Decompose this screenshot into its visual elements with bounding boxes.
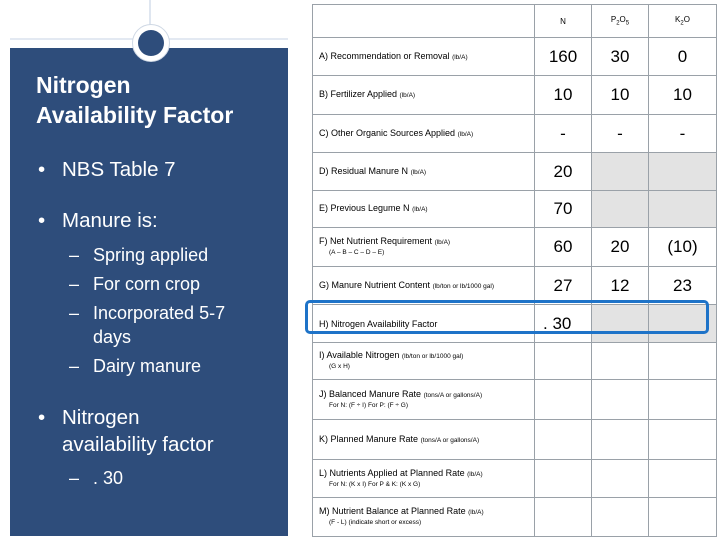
table-row bbox=[313, 420, 717, 460]
bullet-text-line-1: Nitrogen bbox=[62, 406, 140, 429]
cell-k bbox=[649, 498, 717, 537]
row-unit: (lb/A) bbox=[468, 509, 484, 516]
cell-k bbox=[649, 191, 717, 228]
nutrient-table bbox=[312, 4, 717, 537]
title-line-2: Availability Factor bbox=[36, 102, 234, 128]
table-row bbox=[313, 76, 717, 115]
row-unit: (tons/A or gallons/A) bbox=[423, 391, 483, 399]
table-row bbox=[313, 191, 717, 228]
cell-k: (10) bbox=[649, 228, 717, 267]
table-row bbox=[313, 460, 717, 498]
row-formula: For N: (F ÷ I) For P: (F ÷ G) bbox=[329, 401, 408, 409]
cell-p bbox=[592, 380, 649, 420]
subitem-corn-crop bbox=[69, 272, 201, 297]
row-label bbox=[313, 267, 535, 305]
subitem-text: Dairy manure bbox=[93, 356, 202, 376]
bullet-dot: • bbox=[38, 209, 46, 232]
row-label bbox=[313, 115, 535, 153]
row-unit: (lb/A) bbox=[452, 53, 468, 61]
row-label-text: M) Nutrient Balance at Planned Rate bbox=[319, 506, 466, 516]
row-formula: (A – B – C – D – E) bbox=[329, 249, 385, 256]
bullet-dot: • bbox=[38, 406, 46, 429]
cell-p: - bbox=[592, 115, 649, 153]
row-unit: (lb/ton or lb/1000 gal) bbox=[432, 282, 495, 290]
cell-p: 10 bbox=[592, 76, 649, 115]
row-formula: (F - L) (indicate short or excess) bbox=[329, 519, 422, 526]
cell-n bbox=[535, 380, 592, 420]
row-unit: (tons/A or gallons/A) bbox=[420, 436, 480, 444]
header-p2o5: $P_2O_5$ bbox=[592, 5, 649, 38]
bullet-nitrogen-availability-cont bbox=[62, 432, 214, 458]
row-unit: (lb/A) bbox=[434, 239, 451, 246]
bullet-text: Manure is: bbox=[62, 209, 158, 232]
bullet-nbs-table bbox=[38, 157, 176, 183]
cell-k bbox=[649, 460, 717, 498]
cell-n: 160 bbox=[535, 38, 592, 76]
bullet-manure-is bbox=[38, 208, 158, 234]
cell-k bbox=[649, 153, 717, 191]
table-row bbox=[313, 267, 717, 305]
row-label bbox=[313, 76, 535, 115]
cell-n bbox=[535, 498, 592, 537]
row-label bbox=[313, 153, 535, 191]
table-row bbox=[313, 228, 717, 267]
row-unit: (lb/A) bbox=[457, 130, 474, 138]
cell-k: 23 bbox=[649, 267, 717, 305]
cell-n: 27 bbox=[535, 267, 592, 305]
subitem-text: days bbox=[93, 327, 132, 347]
cell-n: 10 bbox=[535, 76, 592, 115]
row-label bbox=[313, 343, 535, 380]
cell-n: - bbox=[535, 115, 592, 153]
subitem-incorporated-days bbox=[93, 325, 131, 350]
row-label-text: A) Recommendation or Removal bbox=[319, 50, 450, 61]
header-k2o: $K_2O$ bbox=[649, 5, 717, 38]
row-label-text: F) Net Nutrient Requirement bbox=[319, 236, 433, 246]
table-header-row bbox=[313, 5, 717, 38]
cell-n bbox=[535, 420, 592, 460]
cell-n: 60 bbox=[535, 228, 592, 267]
row-label bbox=[313, 380, 535, 420]
cell-n bbox=[535, 343, 592, 380]
table-row bbox=[313, 498, 717, 537]
table-row bbox=[313, 115, 717, 153]
cell-n: 70 bbox=[535, 191, 592, 228]
cell-p: 12 bbox=[592, 267, 649, 305]
subitem-dairy-manure bbox=[69, 354, 202, 379]
row-label-text: D) Residual Manure N bbox=[319, 165, 409, 176]
row-label-text: C) Other Organic Sources Applied bbox=[319, 127, 456, 138]
bullet-text: NBS Table 7 bbox=[62, 158, 176, 181]
cell-p: 20 bbox=[592, 228, 649, 267]
cell-k bbox=[649, 380, 717, 420]
cell-n: . 30 bbox=[535, 305, 592, 343]
row-label-text: I) Available Nitrogen bbox=[319, 350, 400, 360]
subitem-text: Spring applied bbox=[93, 245, 209, 265]
cell-k: - bbox=[649, 115, 717, 153]
row-formula: For N: (K x I) For P & K: (K x G) bbox=[329, 480, 421, 488]
bullet-text-line-2: availability factor bbox=[62, 433, 214, 456]
table-row bbox=[313, 380, 717, 420]
row-label-text: H) Nitrogen Availability Factor bbox=[319, 318, 438, 329]
row-formula: (G x H) bbox=[329, 363, 350, 370]
sub-dash: – bbox=[69, 274, 80, 294]
subitem-text: . 30 bbox=[93, 468, 124, 488]
row-label-text: B) Fertilizer Applied bbox=[319, 89, 398, 99]
row-unit: (lb/A) bbox=[412, 206, 428, 213]
table-row bbox=[313, 153, 717, 191]
header-blank bbox=[313, 5, 535, 38]
sub-dash: – bbox=[69, 356, 80, 376]
row-unit: (lb/A) bbox=[399, 92, 416, 99]
cell-p bbox=[592, 153, 649, 191]
circle-ornament-inner bbox=[138, 30, 164, 56]
cell-k: 10 bbox=[649, 76, 717, 115]
sub-dash: – bbox=[69, 245, 80, 265]
row-label-text: E) Previous Legume N bbox=[319, 203, 410, 213]
table-row bbox=[313, 38, 717, 76]
cell-k bbox=[649, 420, 717, 460]
header-n: N bbox=[535, 5, 592, 38]
row-label bbox=[313, 420, 535, 460]
cell-p bbox=[592, 460, 649, 498]
bullet-dot: • bbox=[38, 158, 46, 181]
row-label bbox=[313, 498, 535, 537]
highlight-box bbox=[305, 300, 709, 334]
row-unit: (lb/ton or lb/1000 gal) bbox=[401, 353, 464, 360]
cell-k: 0 bbox=[649, 38, 717, 76]
cell-n: 20 bbox=[535, 153, 592, 191]
row-label-text: J) Balanced Manure Rate bbox=[319, 388, 422, 399]
cell-p bbox=[592, 420, 649, 460]
cell-p bbox=[592, 498, 649, 537]
cell-p: 30 bbox=[592, 38, 649, 76]
row-label-text: K) Planned Manure Rate bbox=[319, 433, 419, 444]
row-label bbox=[313, 228, 535, 267]
row-label-text: L) Nutrients Applied at Planned Rate bbox=[319, 467, 465, 478]
cell-p bbox=[592, 191, 649, 228]
subitem-text: Incorporated 5-7 bbox=[93, 303, 226, 323]
cell-n bbox=[535, 460, 592, 498]
row-unit: (lb/A) bbox=[410, 168, 427, 176]
subitem-text: For corn crop bbox=[93, 274, 201, 294]
row-label bbox=[313, 191, 535, 228]
cell-k bbox=[649, 343, 717, 380]
sub-dash: – bbox=[69, 468, 80, 488]
subitem-factor-value bbox=[69, 466, 124, 491]
subitem-spring-applied bbox=[69, 243, 209, 268]
table-body bbox=[313, 38, 717, 537]
title-line-1: Nitrogen bbox=[36, 72, 131, 98]
sub-dash: – bbox=[69, 303, 80, 323]
cell-p bbox=[592, 343, 649, 380]
table-row bbox=[313, 343, 717, 380]
row-unit: (lb/A) bbox=[467, 470, 483, 478]
row-label bbox=[313, 38, 535, 76]
bullet-nitrogen-availability bbox=[38, 405, 140, 431]
row-label bbox=[313, 460, 535, 498]
subitem-incorporated bbox=[69, 301, 226, 326]
row-label-text: G) Manure Nutrient Content bbox=[319, 279, 431, 290]
slide-title bbox=[36, 70, 233, 130]
